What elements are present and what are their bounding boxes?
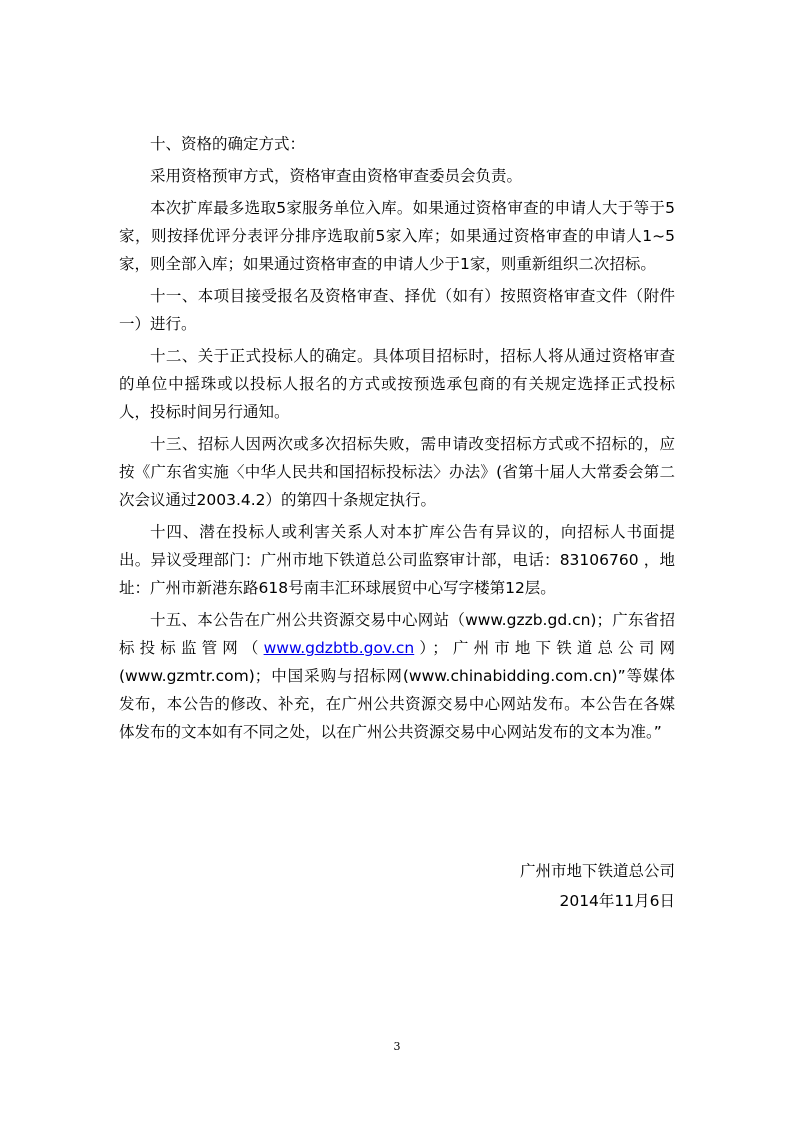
paragraph-selection-rules: 本次扩库最多选取5家服务单位入库。如果通过资格审查的申请人大于等于5家，则按择优评分表评分排序选取前5家入库；如果通过资格审查的申请人1~5家，则全部入库；如果通过资格审查的申请人少于1家，则重新组织二次招标。	[119, 199, 675, 273]
paragraph-qualification-heading: 十、资格的确定方式：	[150, 135, 306, 153]
paragraph-bidder-determination: 十二、关于正式投标人的确定。具体项目招标时，招标人将从通过资格审查的单位中摇珠或以投标人报名的方式或按预选承包商的有关规定选择正式投标人，投标时间另行通知。	[119, 347, 675, 421]
page-number: 3	[393, 1040, 401, 1053]
paragraph-registration: 十一、本项目接受报名及资格审查、择优（如有）按照资格审查文件（附件一）进行。	[119, 287, 675, 333]
signature-organization: 广州市地下铁道总公司	[519, 862, 675, 880]
publication-text-2: ）；广州市地下铁道总公司网(www.gzmtr.com)；中国采购与招标网(www.chinabidding.com.cn)”等媒体发布，本公告的修改、补充，在广州公共资源交易中心网站发布。本公告在各媒体发布的文本如有不同之处，以在广州公共资源交易中心网站发布的文本为准。”	[119, 639, 675, 741]
signature-block	[520, 856, 675, 916]
signature-date: 2014年11月6日	[559, 892, 675, 910]
paragraph-publication	[119, 606, 675, 746]
paragraph-objection: 十四、潜在投标人或利害关系人对本扩库公告有异议的，向招标人书面提出。异议受理部门：广州市地下铁道总公司监察审计部，电话：83106760 ，地址：广州市新港东路618号南丰汇环球展贸中心写字楼第12层。	[119, 523, 675, 597]
paragraph-prequalification: 采用资格预审方式，资格审查由资格审查委员会负责。	[150, 167, 523, 185]
publication-text-1: 十五、本公告在广州公共资源交易中心网站（www.gzzb.gd.cn)；广东省招标投标监管网（	[119, 611, 675, 657]
paragraph-bid-failure: 十三、招标人因两次或多次招标失败，需申请改变招标方式或不招标的，应按《广东省实施〈中华人民共和国招标投标法〉办法》(省第十届人大常委会第二次会议通过2003.4.2）的第四十条规定执行。	[119, 435, 675, 509]
document-body	[119, 130, 675, 746]
gdzbtb-link[interactable]: www.gdzbtb.gov.cn	[263, 639, 415, 657]
